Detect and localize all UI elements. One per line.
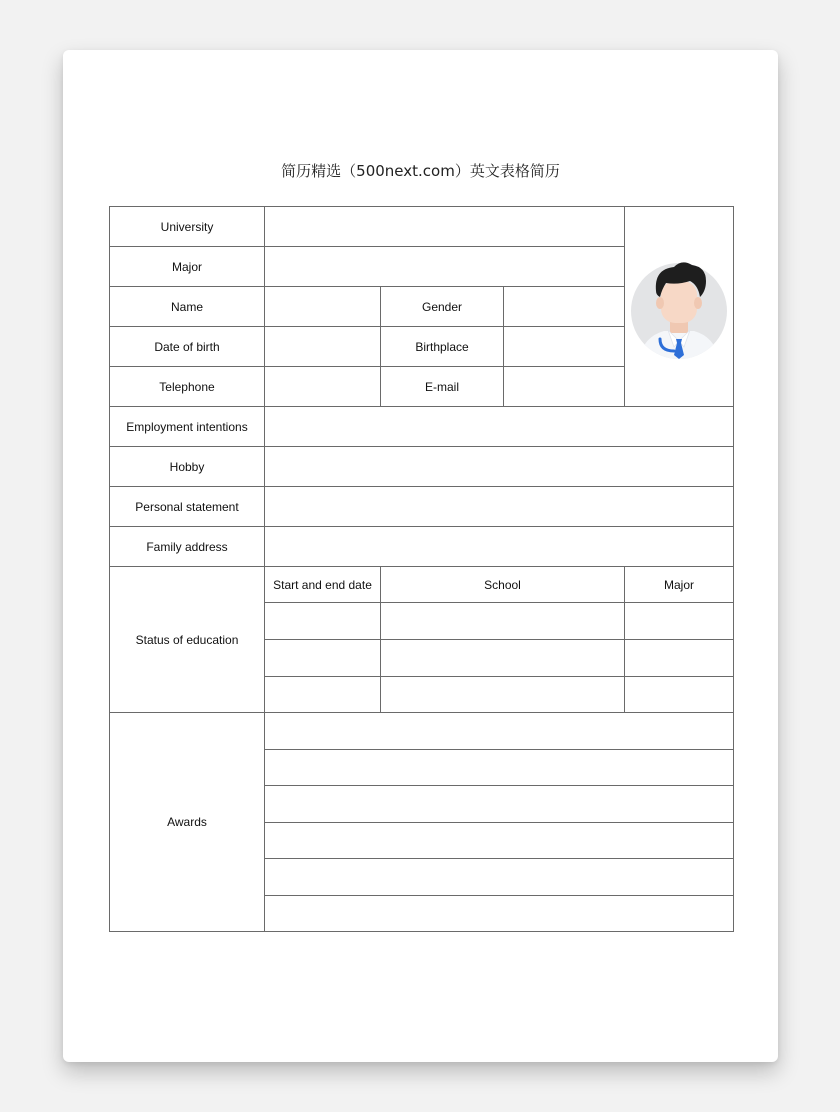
field-personal-statement[interactable] xyxy=(265,487,734,527)
education-header-start-end-date: Start and end date xyxy=(265,567,381,603)
label-telephone: Telephone xyxy=(110,367,265,407)
row-personal-statement xyxy=(110,487,734,527)
awards-cell[interactable] xyxy=(265,859,734,896)
field-email[interactable] xyxy=(504,367,625,407)
label-major: Major xyxy=(110,247,265,287)
field-employment-intentions[interactable] xyxy=(265,407,734,447)
document-title: 简历精选（500next.com）英文表格简历 xyxy=(281,162,560,180)
awards-row xyxy=(110,713,734,750)
photo-cell[interactable] xyxy=(625,207,734,407)
resume-table xyxy=(109,206,734,932)
resume-page xyxy=(63,50,778,1062)
education-major-cell[interactable] xyxy=(625,640,734,677)
education-date-cell[interactable] xyxy=(265,677,381,713)
person-avatar-icon xyxy=(630,251,728,363)
education-school-cell[interactable] xyxy=(381,677,625,713)
education-major-cell[interactable] xyxy=(625,677,734,713)
awards-cell[interactable] xyxy=(265,786,734,823)
label-hobby: Hobby xyxy=(110,447,265,487)
label-employment-intentions: Employment intentions xyxy=(110,407,265,447)
field-date-of-birth[interactable] xyxy=(265,327,381,367)
awards-cell[interactable] xyxy=(265,750,734,786)
label-personal-statement: Personal statement xyxy=(110,487,265,527)
row-education-header xyxy=(110,567,734,603)
education-major-cell[interactable] xyxy=(625,603,734,640)
label-university: University xyxy=(110,207,265,247)
field-family-address[interactable] xyxy=(265,527,734,567)
education-header-major: Major xyxy=(625,567,734,603)
education-school-cell[interactable] xyxy=(381,640,625,677)
label-name: Name xyxy=(110,287,265,327)
field-gender[interactable] xyxy=(504,287,625,327)
field-university[interactable] xyxy=(265,207,625,247)
field-birthplace[interactable] xyxy=(504,327,625,367)
field-telephone[interactable] xyxy=(265,367,381,407)
label-status-of-education: Status of education xyxy=(110,567,265,713)
label-family-address: Family address xyxy=(110,527,265,567)
education-date-cell[interactable] xyxy=(265,603,381,640)
row-employment-intentions xyxy=(110,407,734,447)
row-university xyxy=(110,207,734,247)
education-date-cell[interactable] xyxy=(265,640,381,677)
education-school-cell[interactable] xyxy=(381,603,625,640)
awards-cell[interactable] xyxy=(265,713,734,750)
label-email: E-mail xyxy=(381,367,504,407)
label-birthplace: Birthplace xyxy=(381,327,504,367)
education-header-school: School xyxy=(381,567,625,603)
field-name[interactable] xyxy=(265,287,381,327)
label-date-of-birth: Date of birth xyxy=(110,327,265,367)
field-major[interactable] xyxy=(265,247,625,287)
awards-cell[interactable] xyxy=(265,896,734,932)
label-awards: Awards xyxy=(110,713,265,932)
row-family-address xyxy=(110,527,734,567)
field-hobby[interactable] xyxy=(265,447,734,487)
awards-cell[interactable] xyxy=(265,823,734,859)
row-hobby xyxy=(110,447,734,487)
label-gender: Gender xyxy=(381,287,504,327)
